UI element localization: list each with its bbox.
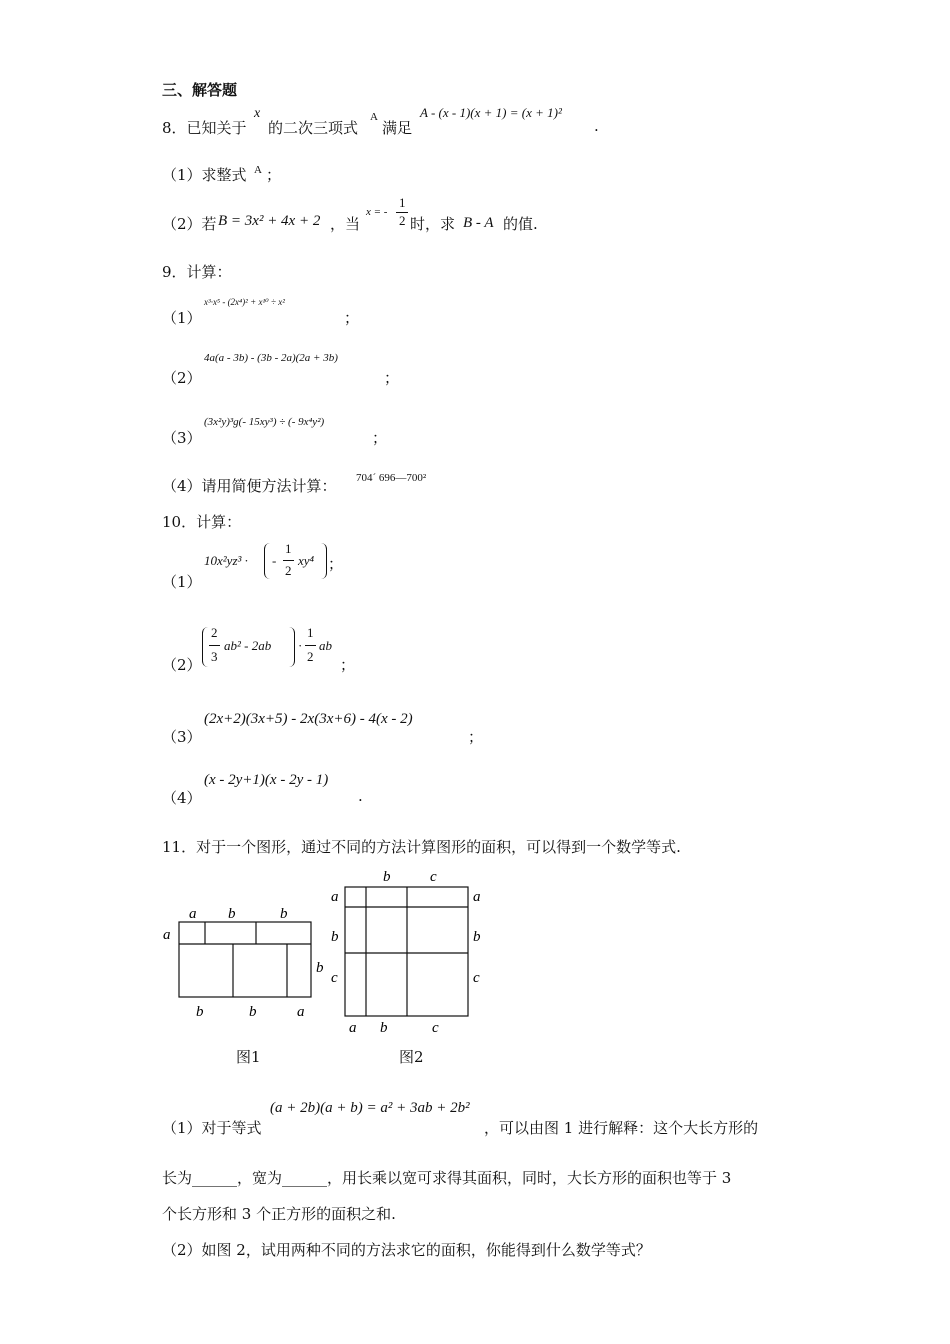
q8-part2-expr: B - A xyxy=(463,215,494,231)
q8-equation: A - (x - 1)(x + 1) = (x + 1)² xyxy=(420,105,562,120)
fig1-right-label-b: b xyxy=(316,960,324,976)
figure-2-lines xyxy=(345,887,468,1016)
q10-part2-num2: 1 xyxy=(307,625,314,640)
q10-part4-expr: (x - 2y+1)(x - 2y - 1) xyxy=(204,772,329,788)
q10-part2-paren-left xyxy=(202,627,209,667)
q10-part2-post: ab xyxy=(319,638,332,653)
figure-1-lines xyxy=(179,922,311,997)
q11-part1-equation: (a + 2b)(a + b) = a² + 3ab + 2b² xyxy=(270,1100,470,1116)
fig2-right-label-c: c xyxy=(473,970,480,986)
q9-part1-label: （1） xyxy=(162,309,202,327)
fig1-bottom-label-b2: b xyxy=(249,1004,257,1020)
q10-part2-mid: ab² - 2ab xyxy=(224,638,272,653)
fig2-left-label-a: a xyxy=(331,889,339,905)
q10-part1-den: 2 xyxy=(285,563,292,578)
fig1-top-label-a: a xyxy=(189,906,197,922)
q8-var-x: x xyxy=(254,106,261,121)
q8-intro-a: 8．已知关于 xyxy=(162,119,247,137)
q11-part1-line2: 长为______，宽为______，用长乘以宽可求得其面积，同时，大长方形的面积也等于 3 xyxy=(162,1169,732,1187)
q10-part1-fraction-bar xyxy=(283,560,294,561)
fig2-bottom-label-b: b xyxy=(380,1020,388,1036)
fig1-left-label-a: a xyxy=(163,927,171,943)
q10-part2-fraction-bar xyxy=(209,645,220,646)
q8-part2-label: （2）若 xyxy=(162,215,217,233)
q9-part2-label: （2） xyxy=(162,369,202,387)
q10-part1-end: ； xyxy=(328,555,344,573)
fig2-right-label-a: a xyxy=(473,889,481,905)
q10-part1-pre: 10x²yz³ · xyxy=(204,553,248,568)
q9-part4-expr: 704´ 696—700² xyxy=(356,472,427,484)
q8-part2-den: 2 xyxy=(399,213,406,228)
q8-part2-x: x = - xyxy=(366,206,388,218)
fig2-top-label-c: c xyxy=(430,869,437,885)
q11-part2: （2）如图 2，试用两种不同的方法求它的面积，你能得到什么数学等式？ xyxy=(162,1241,651,1259)
fig2-left-label-b: b xyxy=(331,929,339,945)
q8-end: . xyxy=(594,117,599,135)
q10-part2-label: （2） xyxy=(162,656,202,674)
q9-part2-end: ； xyxy=(384,369,400,387)
fig2-bottom-label-a: a xyxy=(349,1020,357,1036)
q9-part2-expr: 4a(a - 3b) - (3b - 2a)(2a + 3b) xyxy=(204,352,338,364)
fig1-top-label-b1: b xyxy=(228,906,236,922)
q10-part2-fraction-bar-2 xyxy=(305,645,316,646)
fig2-right-label-b: b xyxy=(473,929,481,945)
q10-part3-expr: (2x+2)(3x+5) - 2x(3x+6) - 4(x - 2) xyxy=(204,711,413,727)
fig1-bottom-label-b1: b xyxy=(196,1004,204,1020)
q9-part1-expr: x³·x⁵ - (2x⁴)² + x¹⁰ ÷ x² xyxy=(204,297,285,307)
fig2-left-label-c: c xyxy=(331,970,338,986)
q11-part1-label: （1）对于等式 xyxy=(162,1119,262,1137)
q11-part1-line3: 个长方形和 3 个正方形的面积之和. xyxy=(162,1205,396,1223)
figure-2 xyxy=(325,862,495,1038)
q10-part1-paren-left xyxy=(264,543,271,579)
q10-part1-post: xy⁴ xyxy=(298,553,315,568)
q10-part4-end: . xyxy=(358,787,363,805)
q8-part2-then: 时，求 xyxy=(410,215,456,233)
q10-part2-paren-right xyxy=(288,627,295,667)
section-heading: 三、解答题 xyxy=(162,81,238,99)
q10-part3-label: （3） xyxy=(162,728,202,746)
q9-title: 9．计算： xyxy=(162,263,232,281)
q10-part1-minus: - xyxy=(272,553,277,568)
q11-intro: 11．对于一个图形，通过不同的方法计算图形的面积，可以得到一个数学等式. xyxy=(162,838,681,856)
q9-part3-end: ； xyxy=(372,429,388,447)
q10-part1-label: （1） xyxy=(162,573,202,591)
q10-part2-num: 2 xyxy=(211,625,218,640)
fig1-top-label-b2: b xyxy=(280,906,288,922)
q10-part2-end: ； xyxy=(340,656,356,674)
fig1-bottom-label-a: a xyxy=(297,1004,305,1020)
q10-part4-label: （4） xyxy=(162,789,202,807)
q10-part1-num: 1 xyxy=(285,541,292,556)
q10-part2-dot: · xyxy=(298,638,303,653)
q8-part1-label: （1）求整式 xyxy=(162,166,247,184)
q10-title: 10．计算： xyxy=(162,513,242,531)
q10-part3-end: ； xyxy=(468,728,484,746)
q8-var-A: A xyxy=(370,111,378,123)
q10-part2-den2: 2 xyxy=(307,649,314,664)
q8-part2-num: 1 xyxy=(399,195,406,210)
q8-intro-b: 的二次三项式 xyxy=(268,119,359,137)
fig1-caption: 图1 xyxy=(236,1048,261,1066)
q8-part2-B: B = 3x² + 4x + 2 xyxy=(218,213,321,229)
q8-part2-value: 的值. xyxy=(503,215,538,233)
q8-part1-end: ； xyxy=(266,166,282,184)
fig2-top-label-b: b xyxy=(383,869,391,885)
q8-intro-c: 满足 xyxy=(382,119,413,137)
q9-part3-label: （3） xyxy=(162,429,202,447)
q10-part1-paren-right xyxy=(320,543,327,579)
q8-part1-var: A xyxy=(254,164,262,176)
figure-1 xyxy=(160,896,340,1030)
q9-part3-expr: (3x²y)³g(- 15xy³) ÷ (- 9x⁴y²) xyxy=(204,416,325,428)
q10-part2-den: 3 xyxy=(211,649,218,664)
q8-part2-when: ，当 xyxy=(330,215,361,233)
q9-part4-label: （4）请用简便方法计算： xyxy=(162,477,337,495)
q9-part1-end: ； xyxy=(344,309,360,327)
q11-part1-text: ，可以由图 1 进行解释：这个大长方形的 xyxy=(484,1119,759,1137)
fig2-caption: 图2 xyxy=(399,1048,424,1066)
fig2-bottom-label-c: c xyxy=(432,1020,439,1036)
